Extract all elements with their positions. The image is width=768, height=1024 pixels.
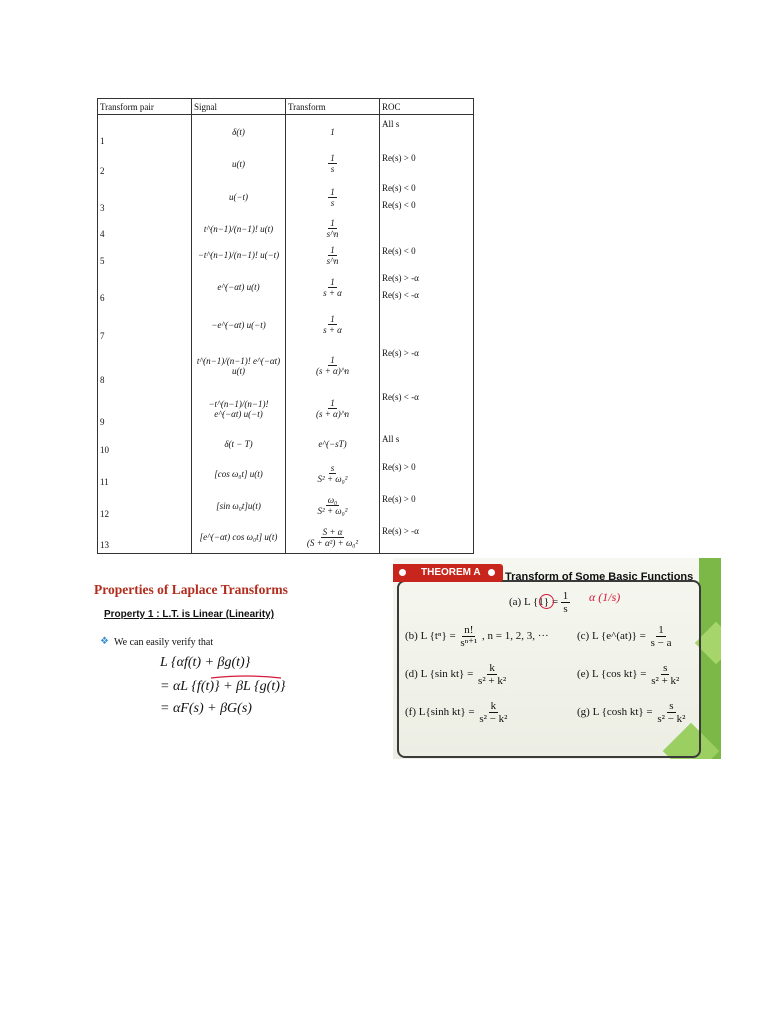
formula-e-left: (e) L {cos kt} = (577, 668, 647, 681)
pair-number: 5 (98, 242, 192, 269)
banner-dot-icon (399, 569, 406, 576)
fraction-denominator: s (330, 164, 335, 174)
properties-title: Properties of Laplace Transforms (94, 582, 288, 597)
pair-number: 2 (98, 149, 192, 179)
fraction-numerator: 1 (658, 624, 664, 636)
fraction-denominator: (s + α)^n (315, 409, 350, 419)
table-row (98, 490, 474, 522)
transform-fraction (316, 495, 350, 516)
theorem-a-slide (393, 558, 721, 759)
fraction-numerator: 1 (330, 244, 335, 255)
pair-number: 3 (98, 179, 192, 216)
roc-cell (380, 388, 474, 430)
roc-cell (380, 522, 474, 554)
pair-number: 12 (98, 490, 192, 522)
roc-value: Re(s) < 0 (382, 245, 416, 256)
fraction-denominator: (S + α²) + ω₀² (306, 537, 359, 548)
roc-cell (380, 490, 474, 522)
transform-fraction (321, 314, 344, 335)
fraction-numerator: 1 (330, 355, 335, 365)
transform-cell (286, 216, 380, 242)
roc-value: Re(s) > -α (382, 525, 419, 536)
laplace-transform-table (97, 98, 474, 554)
table-row (98, 522, 474, 554)
roc-value: Re(s) > 0 (382, 493, 416, 504)
handwritten-note: α (1/s) (589, 590, 621, 604)
fraction-denominator: s² + k² (478, 675, 507, 687)
formula-b-condition: , n = 1, 2, 3, ··· (482, 630, 549, 643)
roc-value: All s (382, 119, 400, 129)
table-row (98, 344, 474, 388)
formula-c-fraction (649, 624, 674, 649)
signal-cell: δ(t) (192, 115, 286, 149)
fraction-numerator: 1 (330, 186, 335, 197)
transform-value: e^(−sT) (318, 438, 347, 449)
formula-d-fraction (476, 662, 508, 687)
transform-fraction (325, 245, 341, 266)
transform-cell (286, 149, 380, 179)
formula-f (405, 700, 509, 725)
pair-number: 8 (98, 344, 192, 388)
formula-e-fraction (649, 662, 681, 687)
header-transform: Transform (286, 99, 380, 115)
fraction-denominator: s + α (323, 287, 342, 298)
fraction-denominator: s (330, 197, 335, 208)
signal-cell: e^(−αt) u(t) (192, 269, 286, 306)
formula-a-fraction (561, 590, 571, 615)
transform-cell (286, 430, 380, 458)
fraction-denominator: s^n (326, 229, 339, 239)
roc-value: Re(s) < -α (382, 289, 419, 300)
transform-fraction (321, 277, 344, 298)
signal-cell: [cos ω₀t] u(t) (192, 458, 286, 490)
pair-number: 1 (98, 115, 192, 149)
formula-c (577, 624, 673, 649)
signal-cell: u(t) (192, 149, 286, 179)
transform-cell (286, 242, 380, 269)
fraction-denominator: s − a (650, 637, 672, 649)
roc-cell (380, 430, 474, 458)
roc-value: Re(s) < 0 (382, 182, 416, 193)
transform-fraction (314, 398, 351, 419)
signal-cell: [e^(−αt) cos ω₀t] u(t) (192, 522, 286, 554)
fraction-numerator: ω₀ (327, 495, 338, 505)
signal-cell: −e^(−αt) u(−t) (192, 306, 286, 344)
fraction-numerator: 1 (330, 276, 335, 287)
formula-f-left: (f) L{sinh kt} = (405, 706, 475, 719)
roc-cell (380, 179, 474, 216)
roc-value: Re(s) > 0 (382, 152, 416, 163)
formula-b-fraction (458, 624, 479, 649)
formula-g (577, 700, 687, 725)
formula-b-left: (b) L {tⁿ} = (405, 630, 456, 643)
theorem-label: THEOREM A (421, 567, 481, 578)
pair-number: 9 (98, 388, 192, 430)
formula-a-left: (a) L {1} = (509, 596, 559, 609)
transform-cell (286, 115, 380, 149)
fraction-numerator: k (489, 662, 495, 674)
table-row (98, 115, 474, 149)
fraction-numerator: 1 (562, 590, 569, 602)
fraction-denominator: s^n (326, 255, 339, 266)
fraction-denominator: s² − k² (657, 713, 686, 725)
transform-cell (286, 458, 380, 490)
verify-text: We can easily verify that (114, 637, 214, 648)
table-row (98, 216, 474, 242)
fraction-numerator: s (330, 463, 335, 473)
transform-fraction (314, 355, 351, 376)
fraction-denominator: S² + ω₀² (317, 474, 348, 484)
fraction-numerator: s (663, 662, 668, 674)
signal-cell: [sin ω₀t]u(t) (192, 490, 286, 522)
transform-cell (286, 269, 380, 306)
header-signal: Signal (192, 99, 286, 115)
roc-cell (380, 242, 474, 269)
fraction-numerator: 1 (330, 218, 335, 228)
transform-fraction (328, 187, 337, 208)
formula-g-fraction (655, 700, 687, 725)
transform-cell (286, 179, 380, 216)
transform-fraction (325, 218, 341, 239)
transform-cell (286, 344, 380, 388)
transform-fraction (305, 527, 360, 548)
fraction-numerator: k (490, 700, 497, 712)
fraction-denominator: S² + ω₀² (317, 506, 348, 516)
handwritten-circle-annotation (539, 594, 554, 609)
fraction-numerator: 1 (330, 153, 335, 163)
roc-value: Re(s) < 0 (382, 199, 416, 210)
signal-cell: −t^(n−1)/(n−1)! u(−t) (192, 242, 286, 269)
table-row (98, 306, 474, 344)
transform-cell (286, 490, 380, 522)
pair-number: 4 (98, 216, 192, 242)
fraction-denominator: s (563, 603, 568, 615)
roc-value: Re(s) < -α (382, 391, 419, 402)
transform-cell (286, 306, 380, 344)
transform-cell (286, 522, 380, 554)
laplace-properties-panel (90, 575, 340, 723)
signal-cell: −t^(n−1)/(n−1)! e^(−αt) u(−t) (192, 388, 286, 430)
fraction-numerator: S + α (322, 526, 343, 537)
table-row (98, 269, 474, 306)
transform-value: 1 (330, 126, 335, 137)
transform-cell (286, 388, 380, 430)
formula-e (577, 662, 681, 687)
theorem-header: Transform of Some Basic Functions (505, 571, 694, 583)
linearity-equation-1: L {αf(t) + βg(t)} (160, 655, 251, 670)
roc-cell (380, 306, 474, 344)
roc-value: Re(s) > 0 (382, 461, 416, 472)
table-header-row (98, 99, 474, 115)
roc-cell (380, 216, 474, 242)
signal-cell: δ(t − T) (192, 430, 286, 458)
bullet-icon: ❖ (100, 636, 109, 647)
transform-fraction (316, 463, 350, 484)
pair-number: 6 (98, 269, 192, 306)
formula-c-left: (c) L {e^(at)} = (577, 630, 646, 643)
roc-value: Re(s) > -α (382, 272, 419, 283)
transform-fraction (328, 153, 337, 174)
linearity-equation-3: = αF(s) + βG(s) (160, 701, 252, 716)
formula-d (405, 662, 508, 687)
roc-cell (380, 458, 474, 490)
fraction-denominator: s² + k² (651, 675, 680, 687)
formula-d-left: (d) L {sin kt} = (405, 668, 474, 681)
fraction-denominator: (s + α)^n (315, 366, 350, 376)
table-row (98, 430, 474, 458)
property-heading: Property 1 : L.T. is Linear (Linearity) (104, 609, 275, 620)
table-row (98, 149, 474, 179)
formula-g-left: (g) L {cosh kt} = (577, 706, 653, 719)
header-roc: ROC (380, 99, 474, 115)
table-row (98, 458, 474, 490)
roc-cell (380, 269, 474, 306)
pair-number: 10 (98, 430, 192, 458)
fraction-denominator: s + α (323, 325, 342, 335)
linearity-equation-2: = αL {f(t)} + βL {g(t)} (160, 679, 286, 694)
fraction-numerator: 1 (330, 314, 335, 324)
fraction-numerator: 1 (330, 398, 335, 408)
formula-f-fraction (477, 700, 509, 725)
table-row (98, 388, 474, 430)
table-row (98, 242, 474, 269)
pair-number: 11 (98, 458, 192, 490)
signal-cell: u(−t) (192, 179, 286, 216)
header-transform-pair: Transform pair (98, 99, 192, 115)
roc-value: All s (382, 433, 400, 444)
banner-dot-icon (488, 569, 495, 576)
roc-value: Re(s) > -α (382, 347, 419, 358)
pair-number: 13 (98, 522, 192, 554)
fraction-numerator: s (669, 700, 674, 712)
roc-cell (380, 149, 474, 179)
roc-cell (380, 344, 474, 388)
pair-number: 7 (98, 306, 192, 344)
fraction-denominator: sⁿ⁺¹ (460, 637, 478, 649)
formula-b (405, 624, 549, 649)
roc-cell (380, 115, 474, 149)
table-row (98, 179, 474, 216)
signal-cell: t^(n−1)/(n−1)! u(t) (192, 216, 286, 242)
fraction-numerator: n! (464, 624, 474, 636)
signal-cell: t^(n−1)/(n−1)! e^(−αt) u(t) (192, 344, 286, 388)
fraction-denominator: s² − k² (479, 713, 508, 725)
